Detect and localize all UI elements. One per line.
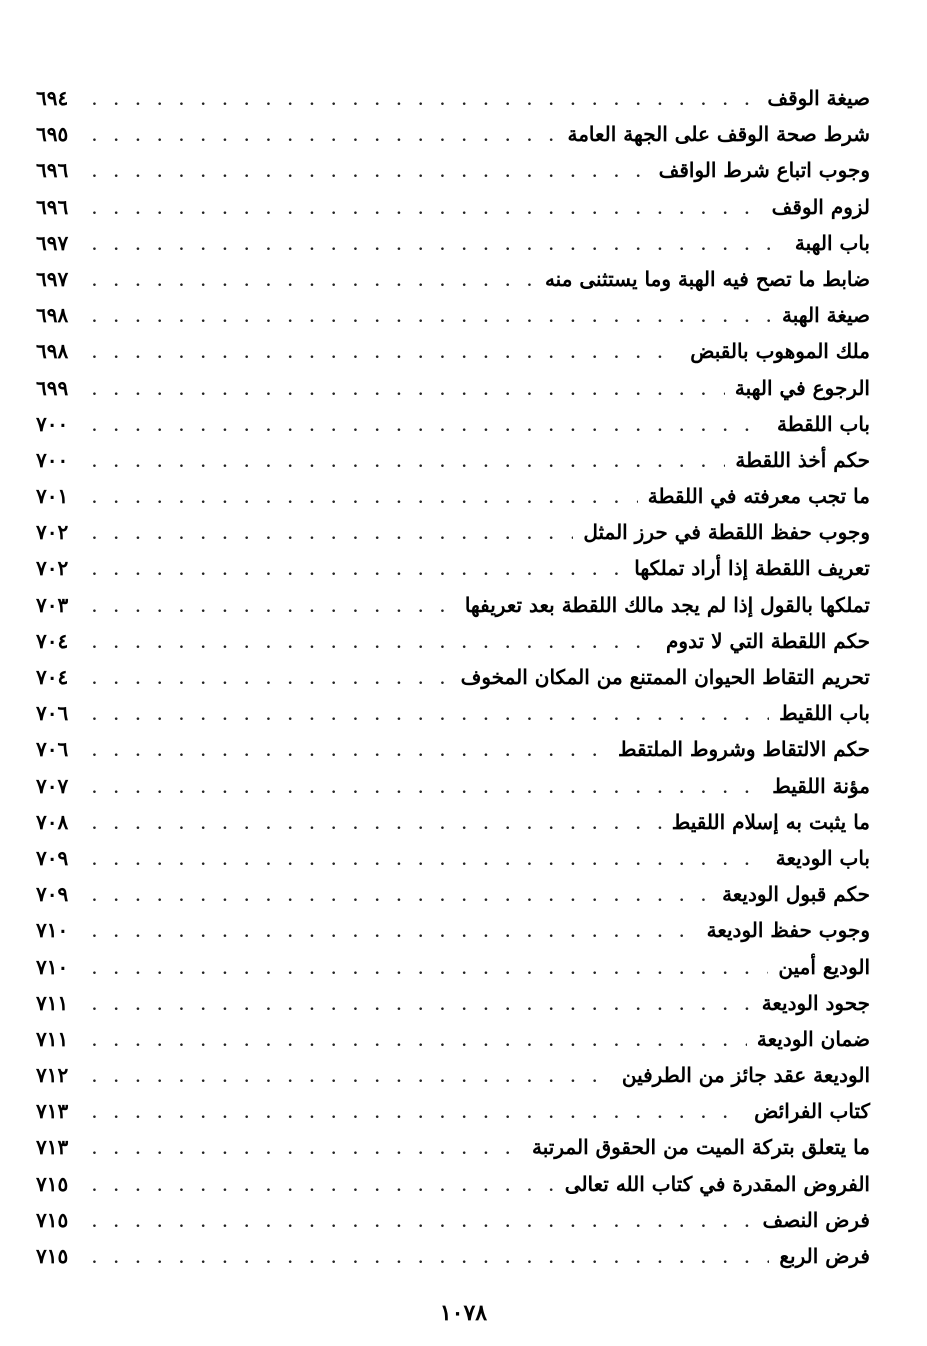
- dot-leader: [92, 1169, 555, 1205]
- entry-page-number: ٧١١: [36, 990, 69, 1015]
- dot-leader: [92, 409, 767, 445]
- entry-title: حكم أخذ اللقطة: [735, 447, 870, 472]
- toc-entry: [36, 333, 870, 369]
- entry-page-number: ٧٠٧: [36, 773, 69, 798]
- entry-title: وجوب حفظ الوديعة: [706, 918, 870, 943]
- toc-entry: [36, 406, 870, 442]
- toc-entry: [36, 1093, 870, 1129]
- dot-leader: [92, 1096, 744, 1132]
- dot-leader: [92, 662, 451, 698]
- dot-leader: [92, 445, 725, 481]
- dot-leader: [92, 952, 768, 988]
- entry-page-number: ٦٩٨: [36, 339, 69, 364]
- entry-page-number: ٧٠٤: [36, 665, 69, 689]
- dot-leader: [92, 1205, 753, 1241]
- toc-entry: [36, 225, 870, 261]
- toc-entry: [36, 731, 870, 767]
- entry-page-number: ٧٠٩: [36, 882, 69, 907]
- entry-title: مؤنة اللقيط: [772, 773, 870, 798]
- dot-leader: [92, 698, 769, 734]
- entry-title: ما يثبت به إسلام اللقيط: [671, 809, 870, 834]
- dot-leader: [92, 879, 712, 915]
- entry-title: حكم الالتقاط وشروط الملتقط: [618, 737, 870, 762]
- dot-leader: [92, 590, 455, 626]
- dot-leader: [92, 83, 757, 119]
- entry-page-number: ٧٠٢: [36, 520, 69, 545]
- entry-page-number: ٧١٥: [36, 1171, 69, 1196]
- toc-entry: [36, 949, 870, 985]
- toc-entry: [36, 912, 870, 948]
- entry-page-number: ٧١٠: [36, 954, 69, 979]
- entry-title: تعريف اللقطة إذا أراد تملكها: [634, 556, 870, 581]
- entry-page-number: ٧١٣: [36, 1099, 69, 1124]
- entry-page-number: ٧٠٣: [36, 592, 69, 617]
- entry-page-number: ٧١٣: [36, 1135, 69, 1160]
- dot-leader: [92, 228, 785, 264]
- toc-entry: [36, 1202, 870, 1238]
- toc-entry: [36, 1166, 870, 1202]
- dot-leader: [92, 300, 772, 336]
- toc-entry: [36, 876, 870, 912]
- entry-title: صيغة الوقف: [767, 86, 870, 110]
- dot-leader: [92, 771, 762, 807]
- entry-page-number: ٧٠٠: [36, 411, 69, 436]
- toc-entry: [36, 152, 870, 188]
- dot-leader: [92, 1241, 769, 1277]
- toc-entry: [36, 840, 870, 876]
- entry-title: باب الوديعة: [775, 845, 870, 870]
- dot-leader: [92, 1060, 612, 1096]
- toc-entry: [36, 659, 870, 695]
- entry-title: باب اللقطة: [777, 411, 870, 436]
- entry-title: شرط صحة الوقف على الجهة العامة: [567, 122, 870, 147]
- toc-entry: [36, 985, 870, 1021]
- dot-leader: [92, 1024, 747, 1060]
- entry-title: باب اللقيط: [779, 701, 870, 726]
- toc-entry: [36, 1129, 870, 1165]
- entry-page-number: ٧٠٦: [36, 737, 69, 762]
- entry-title: تحريم التقاط الحيوان الممتنع من المكان المخوف: [460, 665, 870, 689]
- dot-leader: [92, 264, 535, 300]
- entry-title: ضابط ما تصح فيه الهبة وما يستثنى منه: [544, 266, 870, 291]
- entry-page-number: ٦٩٦: [36, 158, 69, 183]
- entry-page-number: ٧٠٤: [36, 628, 69, 653]
- dot-leader: [92, 119, 557, 155]
- toc-entry: [36, 261, 870, 297]
- entry-page-number: ٧١٠: [36, 918, 69, 943]
- entry-page-number: ٧٠٦: [36, 701, 69, 726]
- dot-leader: [92, 553, 624, 589]
- entry-page-number: ٧٠٩: [36, 845, 69, 870]
- toc-entry: [36, 116, 870, 152]
- toc-entry: [36, 768, 870, 804]
- entry-title: الفروض المقدرة في كتاب الله تعالى: [564, 1171, 870, 1196]
- toc-entry: [36, 804, 870, 840]
- entry-page-number: ٦٩٧: [36, 266, 69, 291]
- entry-title: كتاب الفرائض: [754, 1099, 870, 1124]
- entry-title: الوديع أمين: [778, 954, 870, 979]
- entry-title: ملك الموهوب بالقبض: [690, 339, 870, 364]
- table-of-contents: [36, 80, 870, 1274]
- toc-entry: [36, 478, 870, 514]
- entry-title: وجوب اتباع شرط الواقف: [658, 158, 870, 183]
- entry-page-number: ٧٠٨: [36, 809, 69, 834]
- entry-title: لزوم الوقف: [771, 194, 870, 219]
- entry-title: تملكها بالقول إذا لم يجد مالك اللقطة بعد تعريفها: [464, 592, 870, 617]
- entry-title: باب الهبة: [794, 230, 870, 255]
- toc-entry: [36, 297, 870, 333]
- dot-leader: [92, 481, 638, 517]
- entry-title: الوديعة عقد جائز من الطرفين: [621, 1063, 870, 1088]
- entry-title: الرجوع في الهبة: [734, 375, 870, 400]
- toc-entry: [36, 550, 870, 586]
- entry-title: ضمان الوديعة: [756, 1026, 870, 1051]
- entry-title: جحود الوديعة: [761, 990, 870, 1015]
- toc-entry: [36, 623, 870, 659]
- toc-entry: [36, 587, 870, 623]
- entry-title: ما تجب معرفته في اللقطة: [647, 484, 870, 509]
- dot-leader: [92, 192, 762, 228]
- entry-page-number: ٧٠٠: [36, 447, 69, 472]
- entry-title: حكم قبول الوديعة: [722, 882, 870, 907]
- page-number: ١٠٧٨: [439, 1300, 488, 1326]
- entry-title: صيغة الهبة: [782, 303, 870, 328]
- toc-entry: [36, 1057, 870, 1093]
- entry-page-number: ٦٩٥: [36, 122, 69, 147]
- dot-leader: [92, 915, 697, 951]
- entry-page-number: ٦٩٩: [36, 375, 69, 400]
- entry-page-number: ٧١٥: [36, 1244, 69, 1268]
- toc-entry: [36, 1021, 870, 1057]
- entry-title: فرض الربع: [779, 1244, 870, 1268]
- dot-leader: [92, 734, 608, 770]
- toc-entry: [36, 514, 870, 550]
- toc-entry: [36, 442, 870, 478]
- dot-leader: [92, 336, 680, 372]
- dot-leader: [92, 1132, 522, 1168]
- toc-entry: [36, 370, 870, 406]
- entry-page-number: ٧١١: [36, 1026, 69, 1051]
- dot-leader: [92, 373, 725, 409]
- entry-page-number: ٧١٢: [36, 1063, 69, 1088]
- entry-title: ما يتعلق بتركة الميت من الحقوق المرتبة: [532, 1135, 870, 1160]
- entry-page-number: ٧٠٢: [36, 556, 69, 581]
- toc-entry: [36, 189, 870, 225]
- entry-title: حكم اللقطة التي لا تدوم: [666, 628, 870, 653]
- entry-title: وجوب حفظ اللقطة في حرز المثل: [583, 520, 870, 545]
- toc-entry: [36, 1238, 870, 1274]
- dot-leader: [92, 843, 766, 879]
- toc-entry: [36, 695, 870, 731]
- entry-page-number: ٦٩٨: [36, 303, 69, 328]
- dot-leader: [92, 155, 649, 191]
- entry-page-number: ٧٠١: [36, 484, 69, 509]
- entry-page-number: ٦٩٦: [36, 194, 69, 219]
- entry-page-number: ٦٩٤: [36, 86, 69, 110]
- entry-title: فرض النصف: [762, 1207, 870, 1232]
- toc-entry: [36, 80, 870, 116]
- entry-page-number: ٧١٥: [36, 1207, 69, 1232]
- dot-leader: [92, 988, 752, 1024]
- dot-leader: [92, 517, 573, 553]
- dot-leader: [92, 807, 662, 843]
- dot-leader: [92, 626, 656, 662]
- entry-page-number: ٦٩٧: [36, 230, 69, 255]
